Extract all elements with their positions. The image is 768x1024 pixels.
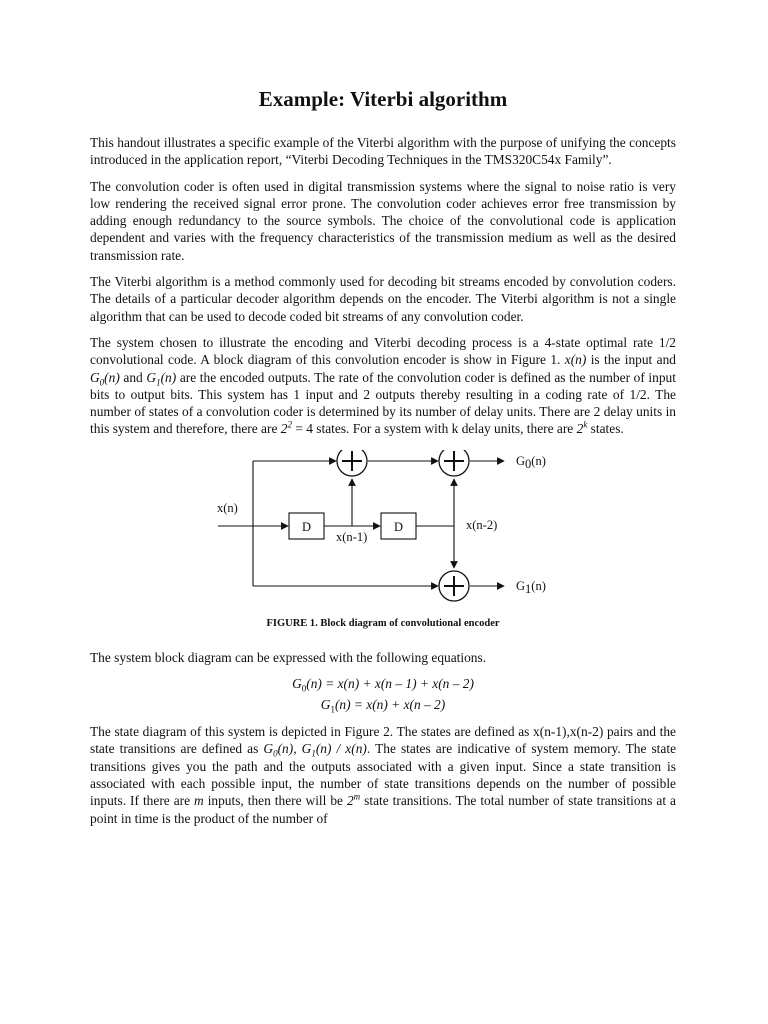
paragraph-viterbi-method: The Viterbi algorithm is a method commonly used for decoding bit streams encoded by convolution coders. The details of a particular decoder algorithm depends on the encoder. The Viterbi algorithm is not a single algorithm that can be used to decode coded bit streams of any convolution coder. [90, 274, 676, 324]
paragraph-equations-intro: The system block diagram can be expressed with the following equations. [90, 649, 487, 665]
tap-label-n-1: x(n-1) [336, 529, 368, 544]
document-title: Example: Viterbi algorithm [258, 87, 508, 111]
delay-block-1-label: D [301, 519, 312, 534]
paragraph-system-description: The system chosen to illustrate the encoding and Viterbi decoding process is a 4-state optimal rate 1/2 convolutional code. A block diagram of this convolution encoder is show in Figure 1. x(n) is the input and $G_0(n)$ and $G_1(n)$ are the encoded outputs. The rate of the convolution coder is defined as the number of input bits to output bits. This system has 1 input and 2 outputs thereby resulting in a coding rate of 1/2. The number of states of a convolution coder is determined by its number of delay units. There are 2 delay units in this system and therefore, there are $2^2 = 4$ states. For a system with k delay units, there are 2$^k$ states. [90, 334, 676, 437]
adder-3 [439, 571, 469, 601]
tap-label-n-2: x(n-2) [466, 517, 498, 532]
paragraph-convolution-coder: The convolution coder is often used in digital transmission systems where the signal to noise ratio is very low rendering the received signal error prone. The convolution coder achieves error free transmission by adding enough redundancy to the source symbols. The choice of the convolutional code is application dependent and varies with the frequency characteristics of the transmission medium as well as the desired transmission rate. [90, 178, 676, 263]
paragraph-intro: This handout illustrates a specific example of the Viterbi algorithm with the purpose of unifying the concepts introduced in the application report, “Viterbi Decoding Techniques in the TMS320C54x Family”. [90, 135, 676, 168]
equation-g1: $G_1(n) = x(n) + x(n - 2)$ [320, 697, 446, 715]
adder-1 [337, 450, 367, 476]
equation-g0: $G_0(n) = x(n) + x(n - 1) + x(n - 2)$ [292, 676, 474, 694]
delay-block-2-label: D [393, 519, 404, 534]
equations-block [90, 675, 676, 713]
document-page [90, 86, 676, 836]
adder-2 [439, 450, 469, 476]
figure-caption: FIGURE 1. Block diagram of convolutional encoder [266, 617, 500, 629]
encoder-block-diagram [88, 450, 674, 610]
input-label: x(n) [217, 500, 238, 515]
output-label-g1: G1(n) [516, 578, 546, 596]
figure-1 [90, 450, 676, 629]
output-label-g0: G0(n) [516, 453, 546, 471]
paragraph-state-diagram: The state diagram of this system is depicted in Figure 2. The states are defined as x(n-1),x(n-2) pairs and the state transitions are defined as $G_0(n)$, $G_1(n) / x(n)$. The states are indicative of system memory. The state transitions gives you the path and the outputs associated with a given input. Since a state transition is associated with each possible input, the number of state transitions depends on the number of possible inputs. If there are m inputs, then there will be 2$^m$ state transitions. The total number of state transitions at a point in time is the product of the number of [90, 724, 677, 826]
